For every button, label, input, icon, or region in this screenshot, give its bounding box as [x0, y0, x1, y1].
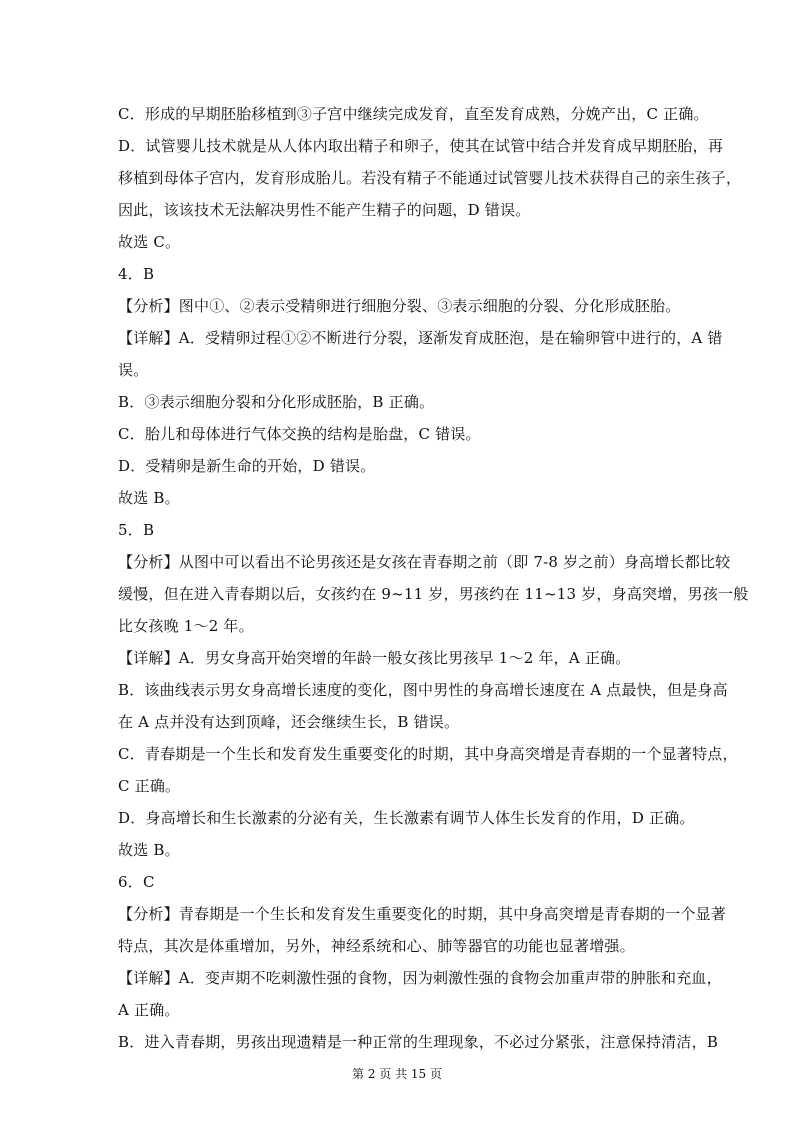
- text-line: 缓慢，但在进入青春期以后，女孩约在 9~11 岁，男孩约在 11~13 岁，身高突增，男孩一般: [118, 585, 749, 603]
- text-line: C．青春期是一个生长和发育发生重要变化的时期，其中身高突增是青春期的一个显著特点，: [118, 745, 738, 763]
- text-line: D．身高增长和生长激素的分泌有关，生长激素有调节人体生长发育的作用，D 正确。: [118, 809, 695, 827]
- detail-text: 【详解】A．变声期不吃刺激性强的食物，因为刺激性强的食物会加重声带的肿胀和充血，: [118, 969, 722, 987]
- text-line: 故选 B。: [118, 489, 180, 507]
- text-line: 特点，其次是体重增加，另外，神经系统和心、肺等器官的功能也显著增强。: [118, 937, 635, 955]
- text-line: D．受精卵是新生命的开始，D 错误。: [118, 457, 376, 475]
- text-line: 误。: [118, 361, 149, 379]
- text-line: 故选 B。: [118, 841, 180, 859]
- text-line: C．胎儿和母体进行气体交换的结构是胎盘，C 错误。: [118, 425, 481, 443]
- text-line: B．该曲线表示男女身高增长速度的变化，图中男性的身高增长速度在 A 点最快，但是身高: [118, 681, 728, 699]
- text-line: D．试管婴儿技术就是从人体内取出精子和卵子，使其在试管中结合并发育成早期胚胎，再: [118, 137, 724, 155]
- page-footer: 第 2 页 共 15 页: [352, 1067, 442, 1081]
- answer-number: 5．B: [118, 521, 155, 539]
- text-line: A 正确。: [118, 1001, 180, 1019]
- analysis-text: 【分析】从图中可以看出不论男孩还是女孩在青春期之前（即 7-8 岁之前）身高增长都比较: [118, 553, 731, 571]
- detail-text: 【详解】A．受精卵过程①②不断进行分裂，逐渐发育成胚泡，是在输卵管中进行的，A 错: [118, 329, 723, 347]
- text-line: C．形成的早期胚胎移植到③子宫中继续完成发育，直至发育成熟，分娩产出，C 正确。: [118, 105, 709, 123]
- detail-text: 【详解】A．男女身高开始突增的年龄一般女孩比男孩早 1～2 年，A 正确。: [118, 649, 631, 667]
- text-line: C 正确。: [118, 777, 181, 795]
- answer-number: 6．C: [118, 873, 155, 891]
- text-line: B．③表示细胞分裂和分化形成胚胎，B 正确。: [118, 393, 435, 411]
- text-line: 故选 C。: [118, 233, 181, 251]
- answer-number: 4．B: [118, 265, 155, 283]
- text-line: 在 A 点并没有达到顶峰，还会继续生长，B 错误。: [118, 713, 460, 731]
- text-line: B．进入青春期，男孩出现遗精是一种正常的生理现象，不必过分紧张，注意保持清洁，B: [118, 1033, 719, 1051]
- text-line: 移植到母体子宫内，发育形成胎儿。若没有精子不能通过试管婴儿技术获得自己的亲生孩子，: [118, 169, 742, 187]
- text-line: 因此，该该技术无法解决男性不能产生精子的问题，D 错误。: [118, 201, 531, 219]
- text-line: 比女孩晚 1～2 年。: [118, 617, 254, 635]
- analysis-text: 【分析】图中①、②表示受精卵进行细胞分裂、③表示细胞的分裂、分化形成胚胎。: [118, 297, 681, 315]
- analysis-text: 【分析】青春期是一个生长和发育发生重要变化的时期，其中身高突增是青春期的一个显著: [118, 905, 727, 923]
